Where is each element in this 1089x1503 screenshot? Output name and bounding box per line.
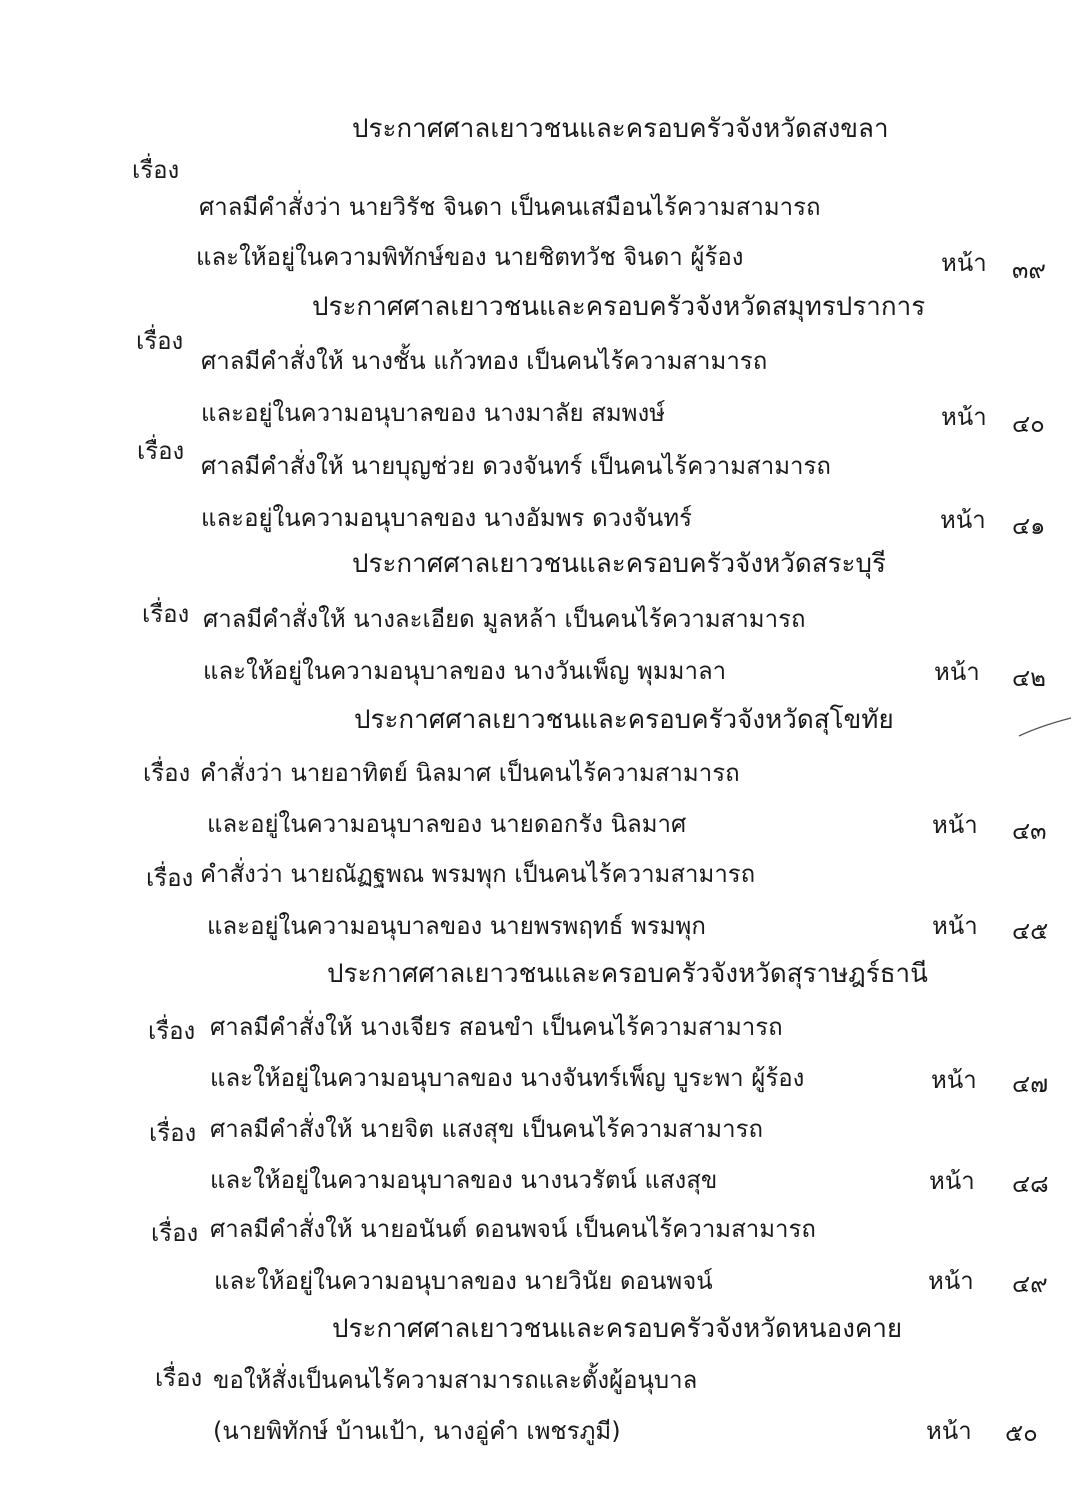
entry-line2: และอยู่ในความอนุบาลของ นายดอกรัง นิลมาศ [207,810,687,838]
entry-line1: ศาลมีคำสั่งให้ นายอนันต์ ดอนพจน์ เป็นคนไร้ความสามารถ [210,1215,816,1243]
subject-label: เรื่อง [143,759,191,787]
subject-label: เรื่อง [148,1017,196,1045]
page-label: หน้า [941,249,987,277]
entry-line1: ศาลมีคำสั่งให้ นายจิต แสงสุข เป็นคนไร้ความสามารถ [210,1115,763,1143]
section-heading: ประกาศศาลเยาวชนและครอบครัวจังหวัดสมุทรปราการ [312,292,926,322]
entry-line1: ศาลมีคำสั่งให้ นางเจียร สอนขำ เป็นคนไร้ความสามารถ [210,1013,783,1041]
entry-line1: ขอให้สั่งเป็นคนไร้ความสามารถและตั้งผู้อนุบาล [213,1366,698,1394]
subject-label: เรื่อง [137,437,185,465]
page-label: หน้า [931,1066,977,1094]
entry-line2: และอยู่ในความอนุบาลของ นางอัมพร ดวงจันทร์ [201,504,693,532]
subject-label: เรื่อง [142,600,190,628]
page-label: หน้า [932,912,978,940]
entry-line2: และให้อยู่ในความอนุบาลของ นางจันทร์เพ็ญ บูระพา ผู้ร้อง [210,1064,805,1092]
subject-label: เรื่อง [136,327,184,355]
entry-line2: และให้อยู่ในความอนุบาลของ นางวันเพ็ญ พุมมาลา [203,657,727,685]
section-heading: ประกาศศาลเยาวชนและครอบครัวจังหวัดหนองคาย [332,1314,903,1344]
page-label: หน้า [929,1167,975,1195]
entry-line2: และให้อยู่ในความอนุบาลของ นายวินัย ดอนพจน์ [214,1267,713,1295]
page-number: ๕๐ [1005,1419,1038,1447]
page-number: ๔๓ [1012,817,1047,845]
section-heading: ประกาศศาลเยาวชนและครอบครัวจังหวัดสระบุรี [352,549,886,579]
page-label: หน้า [928,1267,974,1295]
entry-line2: และอยู่ในความอนุบาลของ นางมาลัย สมพงษ์ [201,399,666,427]
entry-line1: คำสั่งว่า นายณัฏฐพณ พรมพุก เป็นคนไร้ความสามารถ [200,860,756,888]
entry-line2: และให้อยู่ในความพิทักษ์ของ นายชิตทวัช จินดา ผู้ร้อง [196,243,744,271]
page-number: ๔๑ [1012,512,1046,540]
section-heading: ประกาศศาลเยาวชนและครอบครัวจังหวัดสงขลา [352,114,889,144]
subject-label: เรื่อง [132,156,180,184]
subject-label: เรื่อง [151,1219,199,1247]
page-number: ๔๒ [1012,664,1046,692]
entry-line2: (นายพิทักษ์ บ้านเป้า, นางอู่คำ เพชรภูมี) [213,1417,621,1445]
entry-line1: ศาลมีคำสั่งให้ นางชั้น แก้วทอง เป็นคนไร้ความสามารถ [201,347,768,375]
page-label: หน้า [932,811,978,839]
page-number: ๔๙ [1012,1270,1048,1298]
page-number: ๓๙ [1012,256,1046,284]
section-heading: ประกาศศาลเยาวชนและครอบครัวจังหวัดสุโขทัย [354,705,894,735]
pen-mark [1015,712,1075,742]
page-number: ๔๗ [1012,1070,1049,1098]
entry-line1: ศาลมีคำสั่งให้ นางละเอียด มูลหล้า เป็นคนไร้ความสามารถ [203,605,806,633]
page-number: ๔๘ [1012,1170,1049,1198]
page-number: ๔๕ [1012,917,1049,945]
entry-line1: คำสั่งว่า นายอาทิตย์ นิลมาศ เป็นคนไร้ความสามารถ [200,759,740,787]
page-label: หน้า [934,658,980,686]
page-number: ๔๐ [1012,410,1045,438]
subject-label: เรื่อง [146,864,194,892]
page-label: หน้า [926,1417,972,1445]
entry-line2: และให้อยู่ในความอนุบาลของ นางนวรัตน์ แสงสุข [210,1166,718,1194]
subject-label: เรื่อง [149,1119,197,1147]
entry-line2: และอยู่ในความอนุบาลของ นายพรพฤทธ์ พรมพุก [207,912,706,940]
section-heading: ประกาศศาลเยาวชนและครอบครัวจังหวัดสุราษฎร์ธานี [327,959,928,989]
entry-line1: ศาลมีคำสั่งว่า นายวิรัช จินดา เป็นคนเสมือนไร้ความสามารถ [199,193,821,221]
subject-label: เรื่อง [155,1364,203,1392]
page-label: หน้า [941,403,987,431]
page-label: หน้า [940,506,986,534]
entry-line1: ศาลมีคำสั่งให้ นายบุญช่วย ดวงจันทร์ เป็นคนไร้ความสามารถ [201,452,831,480]
